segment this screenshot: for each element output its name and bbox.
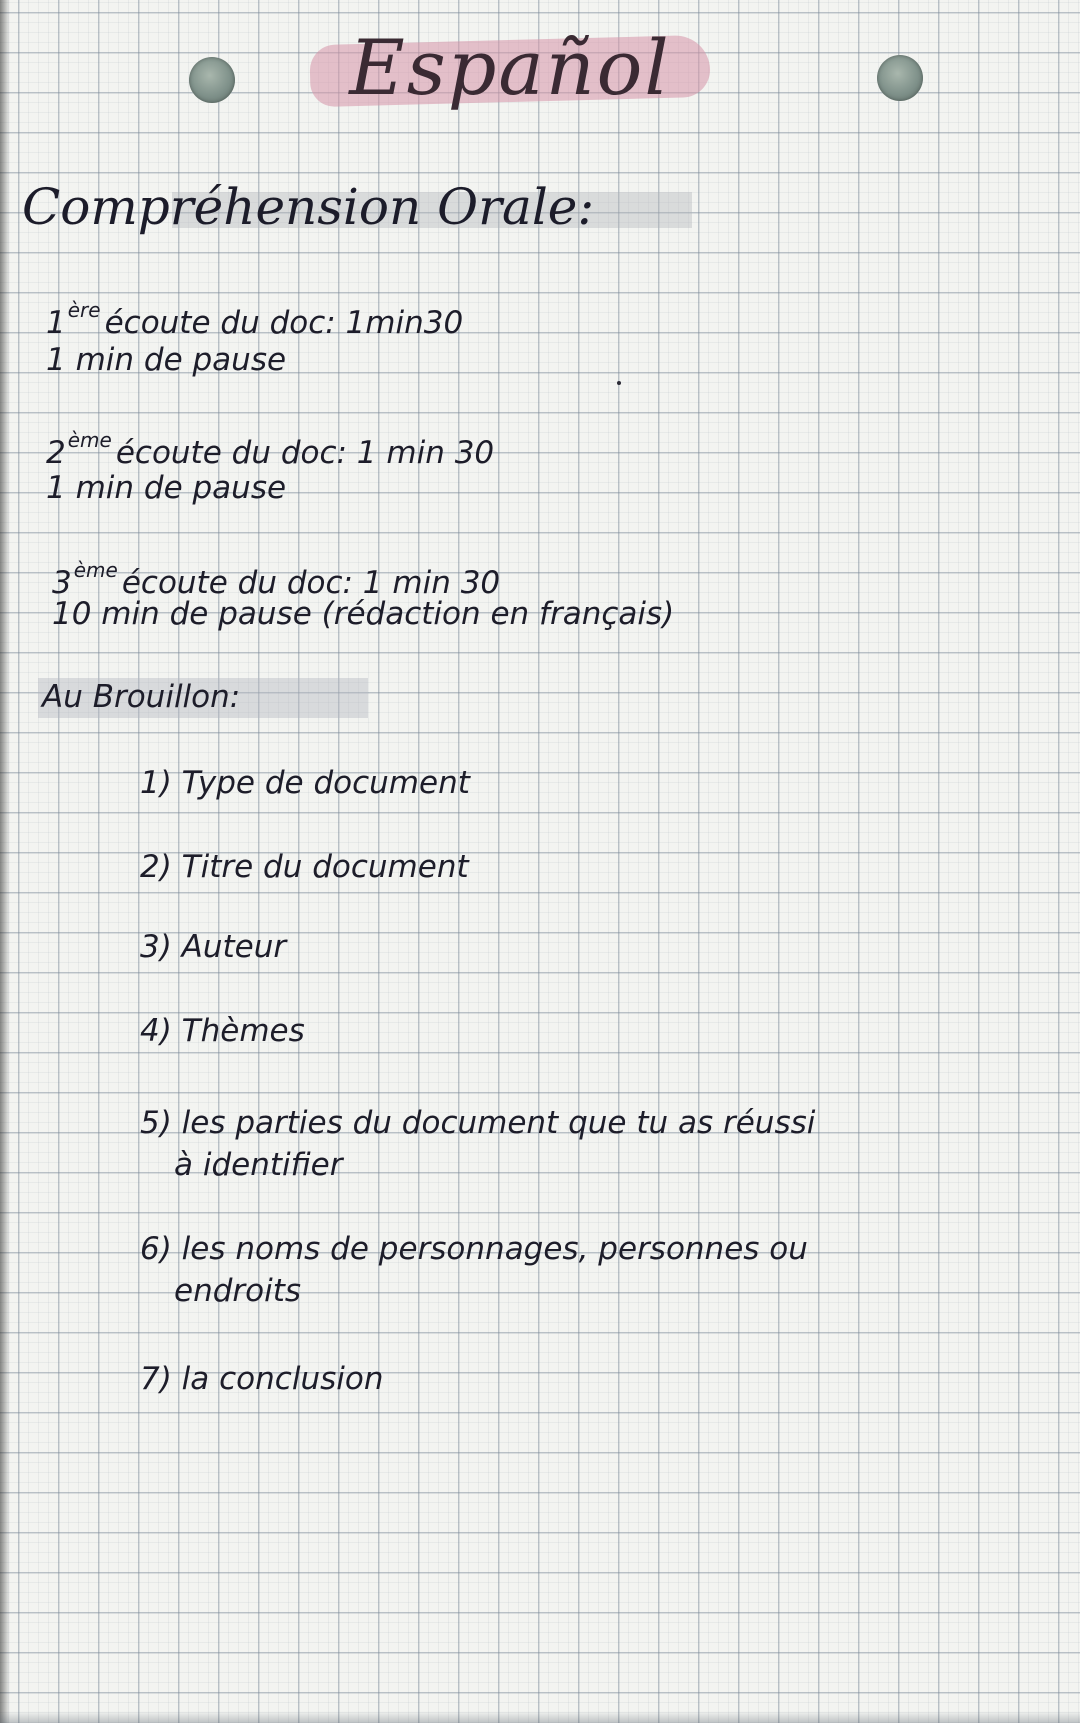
session-listen-text: écoute du doc: 1min30 (104, 305, 464, 341)
checklist-item (140, 1102, 815, 1186)
session-3-line-2: 10 min de pause (rédaction en français) (52, 596, 675, 632)
session-number: 2 (46, 435, 66, 471)
checklist-item-text: 6) les noms de personnages, personnes ou (140, 1231, 808, 1267)
session-number: 3 (52, 565, 72, 601)
section-heading-block (22, 172, 702, 252)
checklist-item-text: 7) la conclusion (140, 1361, 384, 1397)
checklist-item-text: 5) les parties du document que tu as réussi (140, 1105, 816, 1141)
session-ordinal: ère (67, 298, 101, 322)
checklist-item (140, 1358, 383, 1400)
session-2-line-2: 1 min de pause (46, 470, 287, 506)
session-listen-text: écoute du doc: 1 min 30 (121, 565, 501, 601)
session-ordinal: ème (73, 558, 118, 582)
punch-hole-right (877, 55, 923, 101)
checklist-item (140, 1010, 305, 1052)
checklist-item-text: 1) Type de document (140, 765, 470, 801)
page-title-block (300, 18, 720, 128)
checklist-item-text: 3) Auteur (140, 929, 287, 965)
punch-hole-left (189, 57, 235, 103)
checklist-item-text: 4) Thèmes (140, 1013, 305, 1049)
page-bottom-edge (0, 1711, 1080, 1723)
page-edge-shadow (0, 0, 10, 1723)
checklist-item (140, 1228, 808, 1312)
brouillon-heading-block (38, 670, 378, 726)
checklist-item-text: 2) Titre du document (140, 849, 469, 885)
session-listen-text: écoute du doc: 1 min 30 (115, 435, 495, 471)
checklist-item-continuation: endroits (174, 1273, 302, 1309)
session-number: 1 (46, 305, 66, 341)
checklist-item (140, 846, 469, 888)
checklist-item-continuation: à identifier (174, 1147, 343, 1183)
checklist-item (140, 762, 470, 804)
session-1-line-2: 1 min de pause (46, 342, 287, 378)
session-1-line-1 (46, 288, 463, 345)
page-title: Español (349, 23, 671, 112)
brouillon-heading: Au Brouillon: (42, 679, 241, 715)
checklist-item (140, 926, 286, 968)
session-ordinal: ème (67, 428, 112, 452)
ink-dot (617, 381, 621, 385)
section-heading: Compréhension Orale: (22, 178, 595, 236)
